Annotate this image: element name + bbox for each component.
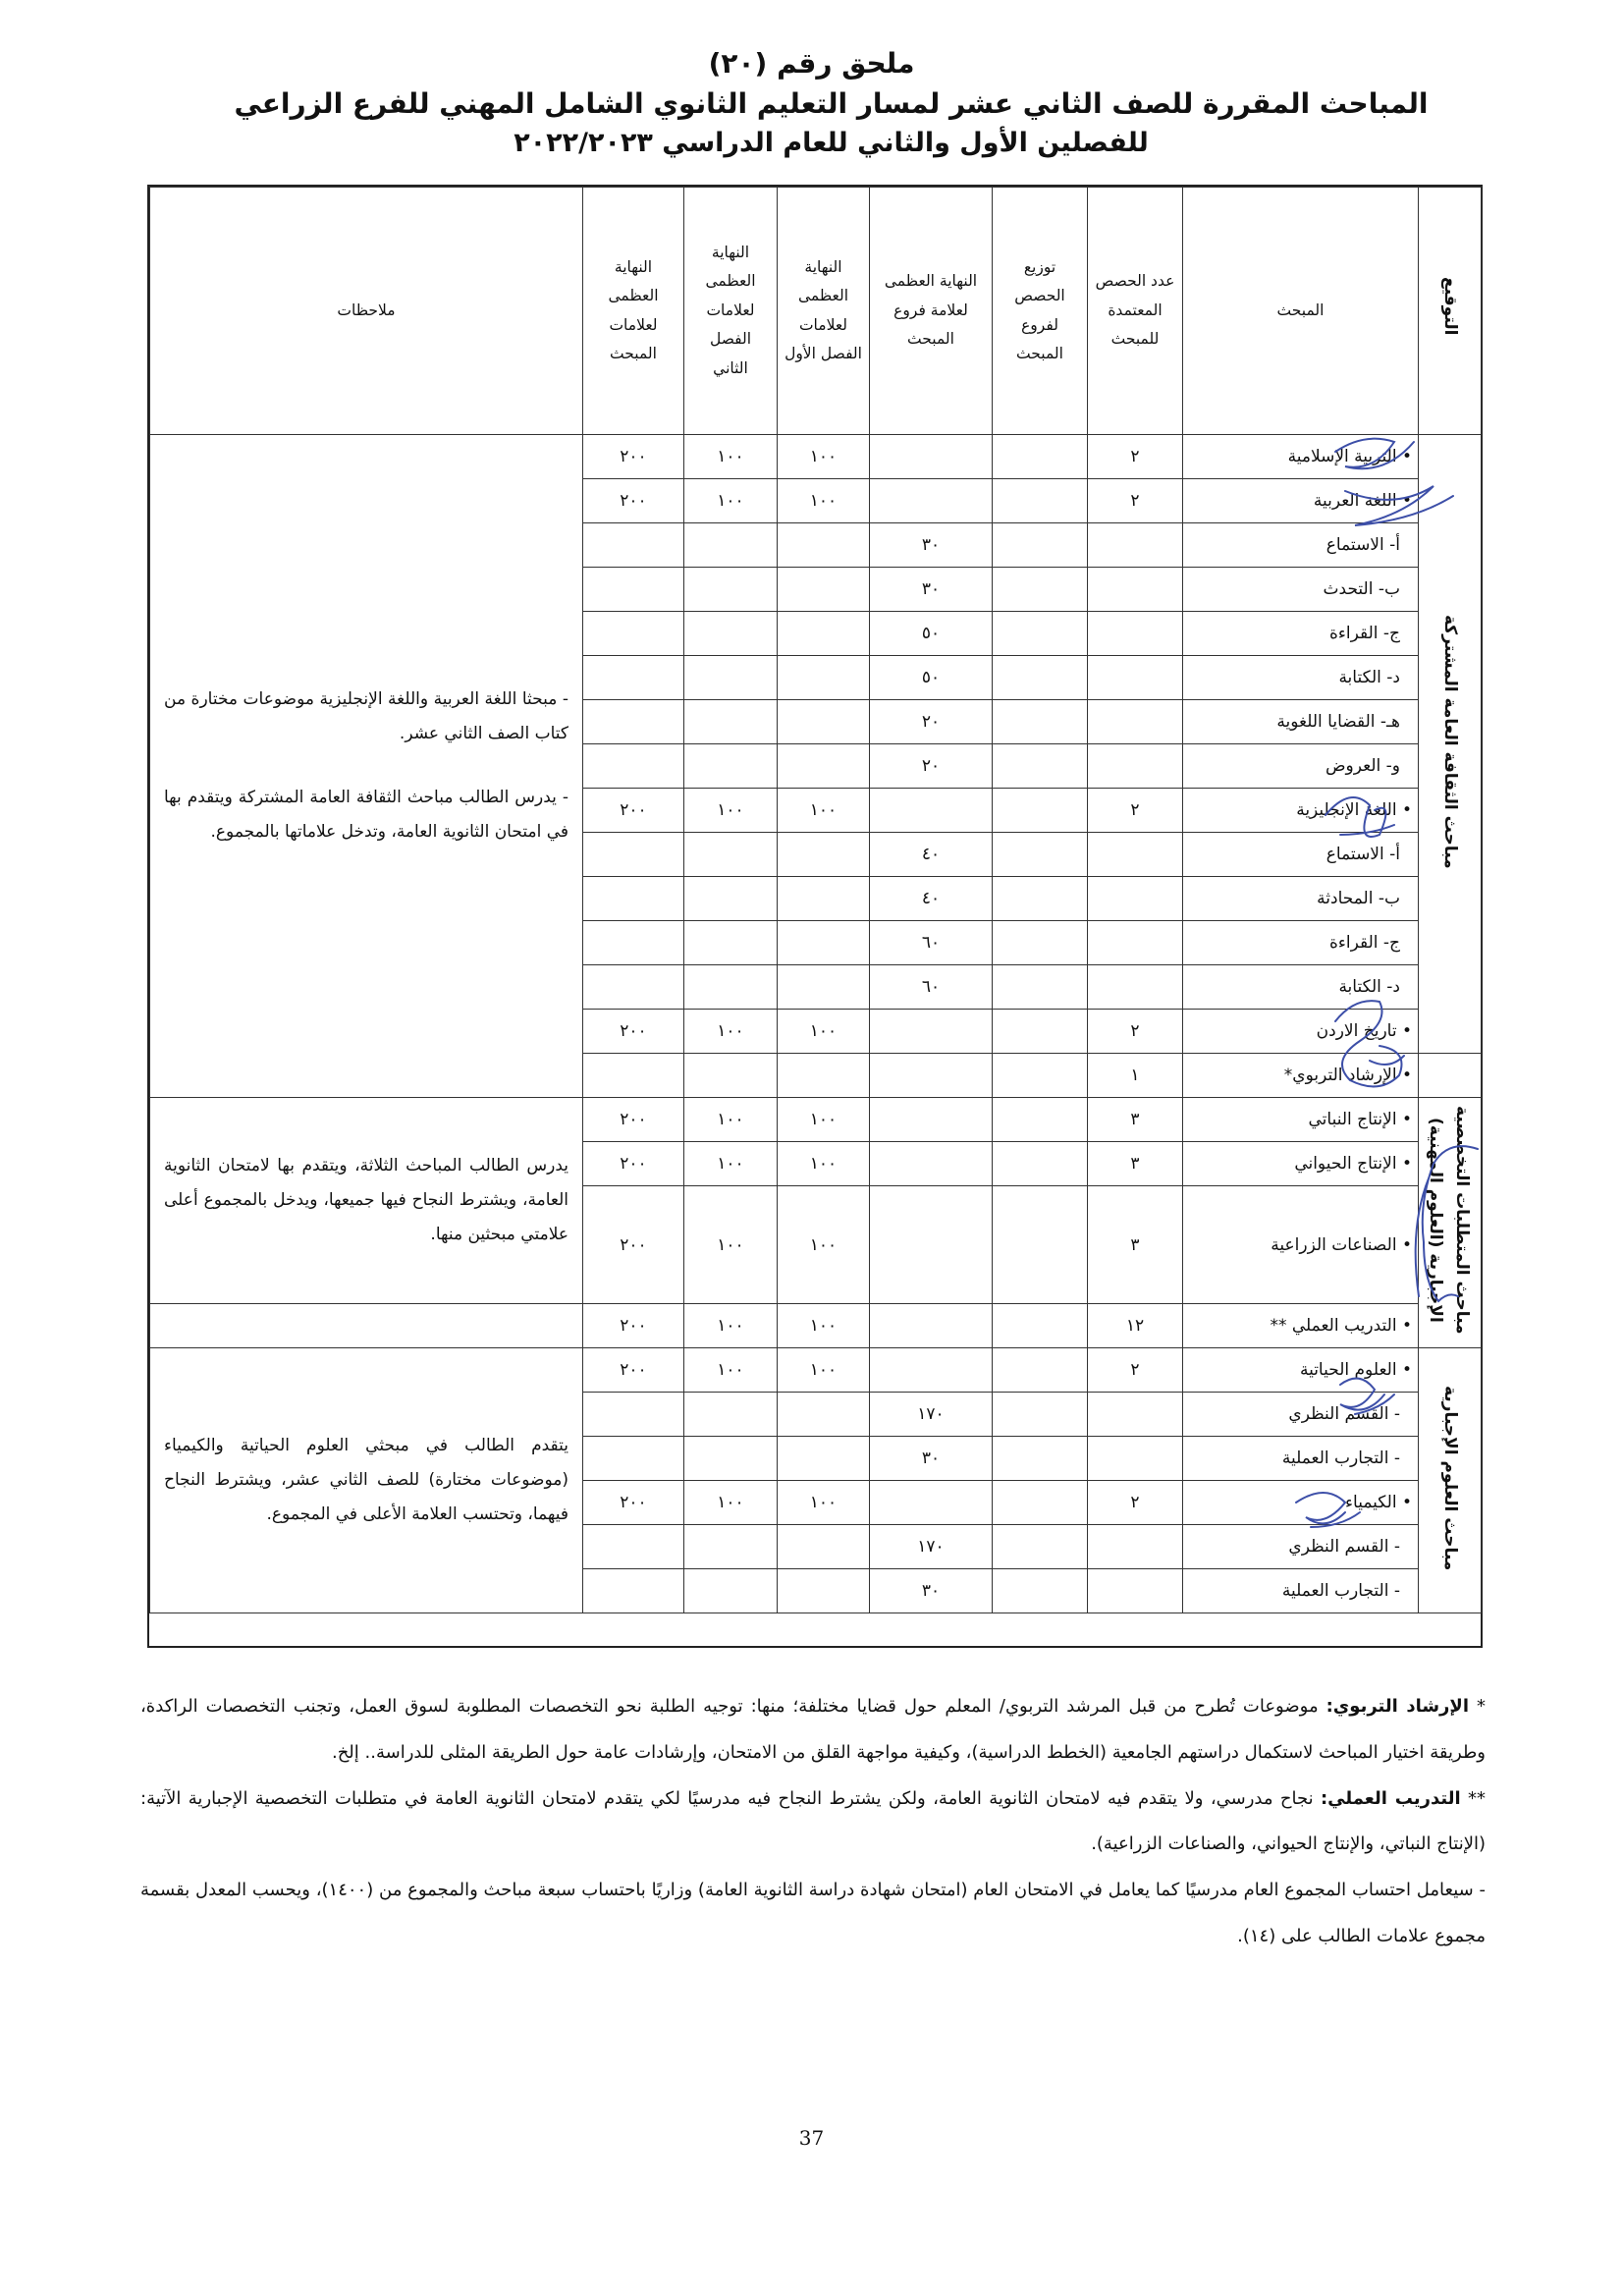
cell-subject: و- العروض <box>1183 744 1419 789</box>
cell-periods <box>1088 1525 1183 1569</box>
cell-branch: ٥٠ <box>870 612 993 656</box>
page-number: 37 <box>798 2126 825 2150</box>
cell-total: ٢٠٠ <box>583 1142 684 1186</box>
cell-branch: ٣٠ <box>870 523 993 568</box>
header-signature: التوقيع <box>1419 188 1482 435</box>
group-label-g1: مباحث الثقافة العامة المشتركة <box>1419 435 1482 1054</box>
notes-cell <box>150 435 583 1098</box>
cell-distribution <box>993 479 1088 523</box>
cell-periods <box>1088 744 1183 789</box>
cell-subject: - التجارب العملية <box>1183 1569 1419 1613</box>
cell-sem2 <box>684 833 778 877</box>
cell-sem1 <box>778 1569 870 1613</box>
cell-branch <box>870 1054 993 1098</box>
cell-distribution <box>993 1569 1088 1613</box>
cell-total <box>583 656 684 700</box>
page-subtitle: للفصلين الأول والثاني للعام الدراسي ٢٠٢٢/٢٠٢٣ <box>514 128 1149 158</box>
cell-periods: ٢ <box>1088 1010 1183 1054</box>
cell-sem2 <box>684 568 778 612</box>
cell-distribution <box>993 568 1088 612</box>
cell-branch <box>870 1010 993 1054</box>
cell-sem1: ١٠٠ <box>778 1010 870 1054</box>
cell-subject: أ- الاستماع <box>1183 833 1419 877</box>
cell-total <box>583 1569 684 1613</box>
cell-periods: ٢ <box>1088 1348 1183 1393</box>
cell-total: ٢٠٠ <box>583 1304 684 1348</box>
header-notes: ملاحظات <box>150 188 583 435</box>
footnote-guidance: * الإرشاد التربوي: موضوعات تُطرح من قبل المرشد التربوي/ المعلم حول قضايا مختلفة؛ منها: توجيه الطلبة نحو التخصصات المطلوبة لسوق العمل، وتجنب التخصصات الراكدة، وطريقة اختيار المباحث لاستكمال دراستهم الجامعية (الخطط الدراسية)، وكيفية مواجهة القلق من الامتحان، وإرشادات عامة حول الطريقة المثلى للدراسة.. إلخ. <box>140 1696 1487 1763</box>
cell-sem1: ١٠٠ <box>778 1348 870 1393</box>
cell-sem2 <box>684 877 778 921</box>
cell-total <box>583 744 684 789</box>
cell-total: ٢٠٠ <box>583 1186 684 1304</box>
cell-subject: - القسم النظري <box>1183 1525 1419 1569</box>
header-total-max: النهاية العظمى لعلامات المبحث <box>583 188 684 435</box>
cell-distribution <box>993 965 1088 1010</box>
cell-sem1: ١٠٠ <box>778 1098 870 1142</box>
cell-periods <box>1088 656 1183 700</box>
cell-periods <box>1088 568 1183 612</box>
header-sem1-max: النهاية العظمى لعلامات الفصل الأول <box>778 188 870 435</box>
cell-distribution <box>993 1098 1088 1142</box>
cell-total: ٢٠٠ <box>583 1098 684 1142</box>
cell-distribution <box>993 435 1088 479</box>
subjects-table-frame <box>147 185 1483 1648</box>
cell-sem2 <box>684 744 778 789</box>
footnote-total: - سيعامل احتساب المجموع العام مدرسيًا كما يعامل في الامتحان العام (امتحان شهادة دراسة الثانوية العامة) وزاريًا باحتساب سبعة مباحث والمجموع من (١٤٠٠)، ويحسب المعدل بقسمة مجموع علامات الطالب على (١٤). <box>140 1880 1486 1946</box>
annex-title: ملحق رقم (٢٠) <box>708 47 915 80</box>
cell-branch <box>870 789 993 833</box>
cell-total <box>583 833 684 877</box>
cell-sem2 <box>684 965 778 1010</box>
cell-subject: - القسم النظري <box>1183 1393 1419 1437</box>
cell-sem1 <box>778 568 870 612</box>
cell-sem2 <box>684 1525 778 1569</box>
cell-branch: ٦٠ <box>870 921 993 965</box>
cell-branch <box>870 1142 993 1186</box>
cell-subject: هـ- القضايا اللغوية <box>1183 700 1419 744</box>
cell-distribution <box>993 1304 1088 1348</box>
cell-distribution <box>993 1437 1088 1481</box>
cell-sem2: ١٠٠ <box>684 789 778 833</box>
cell-distribution <box>993 1142 1088 1186</box>
cell-branch <box>870 1304 993 1348</box>
notes-cell <box>150 1304 583 1348</box>
cell-sem2 <box>684 700 778 744</box>
cell-subject: • الإرشاد التربوي* <box>1183 1054 1419 1098</box>
header-distribution: توزيع الحصص لفروع المبحث <box>993 188 1088 435</box>
cell-branch: ٥٠ <box>870 656 993 700</box>
cell-subject: • الإنتاج النباتي <box>1183 1098 1419 1142</box>
cell-total <box>583 1437 684 1481</box>
cell-sem2 <box>684 523 778 568</box>
cell-branch <box>870 435 993 479</box>
cell-periods <box>1088 965 1183 1010</box>
cell-branch <box>870 1186 993 1304</box>
cell-subject: د- الكتابة <box>1183 965 1419 1010</box>
cell-periods: ٢ <box>1088 1481 1183 1525</box>
footnote-training: ** التدريب العملي: نجاح مدرسي، ولا يتقدم فيه لامتحان الثانوية العامة، ولكن يشترط النجاح فيه مدرسيًا لكي يتقدم لامتحان الثانوية العامة في متطلبات التخصصية الإجبارية الآتية: (الإنتاج النباتي، والإنتاج الحيواني، والصناعات الزراعية). <box>140 1787 1486 1855</box>
cell-branch: ١٧٠ <box>870 1393 993 1437</box>
cell-distribution <box>993 656 1088 700</box>
cell-subject: ب- التحدث <box>1183 568 1419 612</box>
footnotes <box>140 1684 1486 1960</box>
cell-total: ٢٠٠ <box>583 435 684 479</box>
notes-cell <box>150 1348 583 1613</box>
cell-periods: ٢ <box>1088 435 1183 479</box>
cell-branch <box>870 479 993 523</box>
cell-sem1: ١٠٠ <box>778 1142 870 1186</box>
table-row <box>150 1098 1482 1142</box>
group-label-g2: مباحث المتطلبات التخصصية الإجبارية (العلوم المهنية) <box>1419 1098 1482 1348</box>
table-header-row <box>150 188 1482 435</box>
cell-sem2 <box>684 1393 778 1437</box>
cell-sem1 <box>778 744 870 789</box>
cell-distribution <box>993 1010 1088 1054</box>
cell-branch: ٢٠ <box>870 700 993 744</box>
cell-sem1 <box>778 877 870 921</box>
cell-sem1 <box>778 523 870 568</box>
cell-distribution <box>993 1481 1088 1525</box>
cell-total <box>583 1393 684 1437</box>
cell-subject: ج- القراءة <box>1183 921 1419 965</box>
cell-distribution <box>993 1348 1088 1393</box>
cell-distribution <box>993 833 1088 877</box>
cell-periods: ٣ <box>1088 1142 1183 1186</box>
table-row <box>150 1348 1482 1393</box>
note-n1: - مبحثا اللغة العربية واللغة الإنجليزية موضوعات مختارة من كتاب الصف الثاني عشر. <box>164 689 568 744</box>
cell-sem1 <box>778 1054 870 1098</box>
cell-periods <box>1088 1393 1183 1437</box>
cell-sem2 <box>684 1437 778 1481</box>
note-n4: يتقدم الطالب في مبحثي العلوم الحياتية والكيمياء (موضوعات مختارة) للصف الثاني عشر، ويشترط النجاح فيهما، وتحتسب العلامة الأعلى في المجموع. <box>164 1436 568 1524</box>
cell-sem2: ١٠٠ <box>684 1304 778 1348</box>
cell-subject: • التدريب العملي ** <box>1183 1304 1419 1348</box>
cell-branch: ٣٠ <box>870 1569 993 1613</box>
cell-distribution <box>993 1393 1088 1437</box>
cell-total <box>583 965 684 1010</box>
cell-sem2: ١٠٠ <box>684 1348 778 1393</box>
table-row <box>150 435 1482 479</box>
cell-subject: - التجارب العملية <box>1183 1437 1419 1481</box>
table-row <box>150 1304 1482 1348</box>
cell-periods <box>1088 877 1183 921</box>
cell-subject: • اللغة الإنجليزية <box>1183 789 1419 833</box>
cell-sem2 <box>684 1569 778 1613</box>
note-n2: - يدرس الطالب مباحث الثقافة العامة المشتركة ويتقدم بها في امتحان الثانوية العامة، وتدخل علاماتها بالمجموع. <box>164 788 568 842</box>
cell-sem2: ١٠٠ <box>684 1098 778 1142</box>
cell-periods <box>1088 1437 1183 1481</box>
page-header <box>0 47 1623 158</box>
cell-subject: ج- القراءة <box>1183 612 1419 656</box>
cell-subject: • تاريخ الاردن <box>1183 1010 1419 1054</box>
cell-periods <box>1088 833 1183 877</box>
cell-subject: • اللغة العربية <box>1183 479 1419 523</box>
cell-sem2: ١٠٠ <box>684 1481 778 1525</box>
cell-sem1 <box>778 1393 870 1437</box>
cell-sem1: ١٠٠ <box>778 435 870 479</box>
header-periods: عدد الحصص المعتمدة للمبحث <box>1088 188 1183 435</box>
cell-sem2 <box>684 612 778 656</box>
cell-branch <box>870 1098 993 1142</box>
cell-branch: ٣٠ <box>870 568 993 612</box>
cell-subject: أ- الاستماع <box>1183 523 1419 568</box>
note-n3: يدرس الطالب المباحث الثلاثة، ويتقدم بها لامتحان الثانوية العامة، ويشترط النجاح فيها جميعها، ويدخل بالمجموع أعلى علامتي مبحثين منها. <box>164 1156 568 1244</box>
cell-sem1: ١٠٠ <box>778 1304 870 1348</box>
cell-periods: ٣ <box>1088 1186 1183 1304</box>
cell-branch: ٦٠ <box>870 965 993 1010</box>
cell-sem1 <box>778 700 870 744</box>
cell-periods: ١٢ <box>1088 1304 1183 1348</box>
cell-branch: ٤٠ <box>870 877 993 921</box>
cell-branch <box>870 1348 993 1393</box>
cell-total <box>583 700 684 744</box>
cell-periods: ٢ <box>1088 479 1183 523</box>
cell-sem2: ١٠٠ <box>684 435 778 479</box>
cell-total <box>583 612 684 656</box>
cell-periods <box>1088 700 1183 744</box>
cell-total: ٢٠٠ <box>583 1010 684 1054</box>
cell-distribution <box>993 921 1088 965</box>
cell-sem2: ١٠٠ <box>684 479 778 523</box>
cell-branch <box>870 1481 993 1525</box>
cell-subject: • الصناعات الزراعية <box>1183 1186 1419 1304</box>
cell-periods <box>1088 612 1183 656</box>
cell-sem2: ١٠٠ <box>684 1142 778 1186</box>
cell-periods <box>1088 523 1183 568</box>
cell-total: ٢٠٠ <box>583 789 684 833</box>
cell-total <box>583 1054 684 1098</box>
cell-sem2: ١٠٠ <box>684 1010 778 1054</box>
cell-subject: • العلوم الحياتية <box>1183 1348 1419 1393</box>
cell-subject: • التربية الإسلامية <box>1183 435 1419 479</box>
cell-sem1 <box>778 833 870 877</box>
cell-sem1: ١٠٠ <box>778 1186 870 1304</box>
cell-distribution <box>993 612 1088 656</box>
signature-cell <box>1419 1054 1482 1098</box>
cell-sem1 <box>778 1525 870 1569</box>
cell-total <box>583 568 684 612</box>
notes-cell <box>150 1098 583 1304</box>
cell-sem1 <box>778 921 870 965</box>
header-branch-max: النهاية العظمى لعلامة فروع المبحث <box>870 188 993 435</box>
cell-distribution <box>993 1186 1088 1304</box>
cell-distribution <box>993 789 1088 833</box>
cell-subject: ب- المحادثة <box>1183 877 1419 921</box>
cell-sem1: ١٠٠ <box>778 1481 870 1525</box>
cell-branch: ١٧٠ <box>870 1525 993 1569</box>
cell-subject: • الإنتاج الحيواني <box>1183 1142 1419 1186</box>
cell-periods <box>1088 1569 1183 1613</box>
header-sem2-max: النهاية العظمى لعلامات الفصل الثاني <box>684 188 778 435</box>
cell-branch: ٣٠ <box>870 1437 993 1481</box>
page-title: المباحث المقررة للصف الثاني عشر لمسار التعليم الثانوي الشامل المهني للفرع الزراعي <box>234 87 1429 120</box>
cell-sem2 <box>684 921 778 965</box>
cell-total: ٢٠٠ <box>583 1481 684 1525</box>
cell-distribution <box>993 744 1088 789</box>
cell-distribution <box>993 523 1088 568</box>
cell-total <box>583 1525 684 1569</box>
cell-periods: ٣ <box>1088 1098 1183 1142</box>
header-subject: المبحث <box>1183 188 1419 435</box>
cell-periods <box>1088 921 1183 965</box>
subjects-table <box>149 187 1482 1613</box>
cell-distribution <box>993 700 1088 744</box>
cell-subject: • الكيمياء <box>1183 1481 1419 1525</box>
cell-sem2 <box>684 656 778 700</box>
cell-sem1 <box>778 965 870 1010</box>
cell-sem1: ١٠٠ <box>778 789 870 833</box>
cell-sem1 <box>778 656 870 700</box>
cell-total <box>583 877 684 921</box>
cell-sem1 <box>778 1437 870 1481</box>
cell-subject: د- الكتابة <box>1183 656 1419 700</box>
cell-sem2: ١٠٠ <box>684 1186 778 1304</box>
cell-sem2 <box>684 1054 778 1098</box>
cell-periods: ١ <box>1088 1054 1183 1098</box>
group-label-g3: مباحث العلوم الإجبارية <box>1419 1348 1482 1613</box>
cell-sem1: ١٠٠ <box>778 479 870 523</box>
cell-total <box>583 523 684 568</box>
cell-total: ٢٠٠ <box>583 479 684 523</box>
cell-branch: ٢٠ <box>870 744 993 789</box>
cell-distribution <box>993 1054 1088 1098</box>
cell-total <box>583 921 684 965</box>
cell-total: ٢٠٠ <box>583 1348 684 1393</box>
cell-branch: ٤٠ <box>870 833 993 877</box>
cell-periods: ٢ <box>1088 789 1183 833</box>
cell-distribution <box>993 877 1088 921</box>
cell-sem1 <box>778 612 870 656</box>
cell-distribution <box>993 1525 1088 1569</box>
